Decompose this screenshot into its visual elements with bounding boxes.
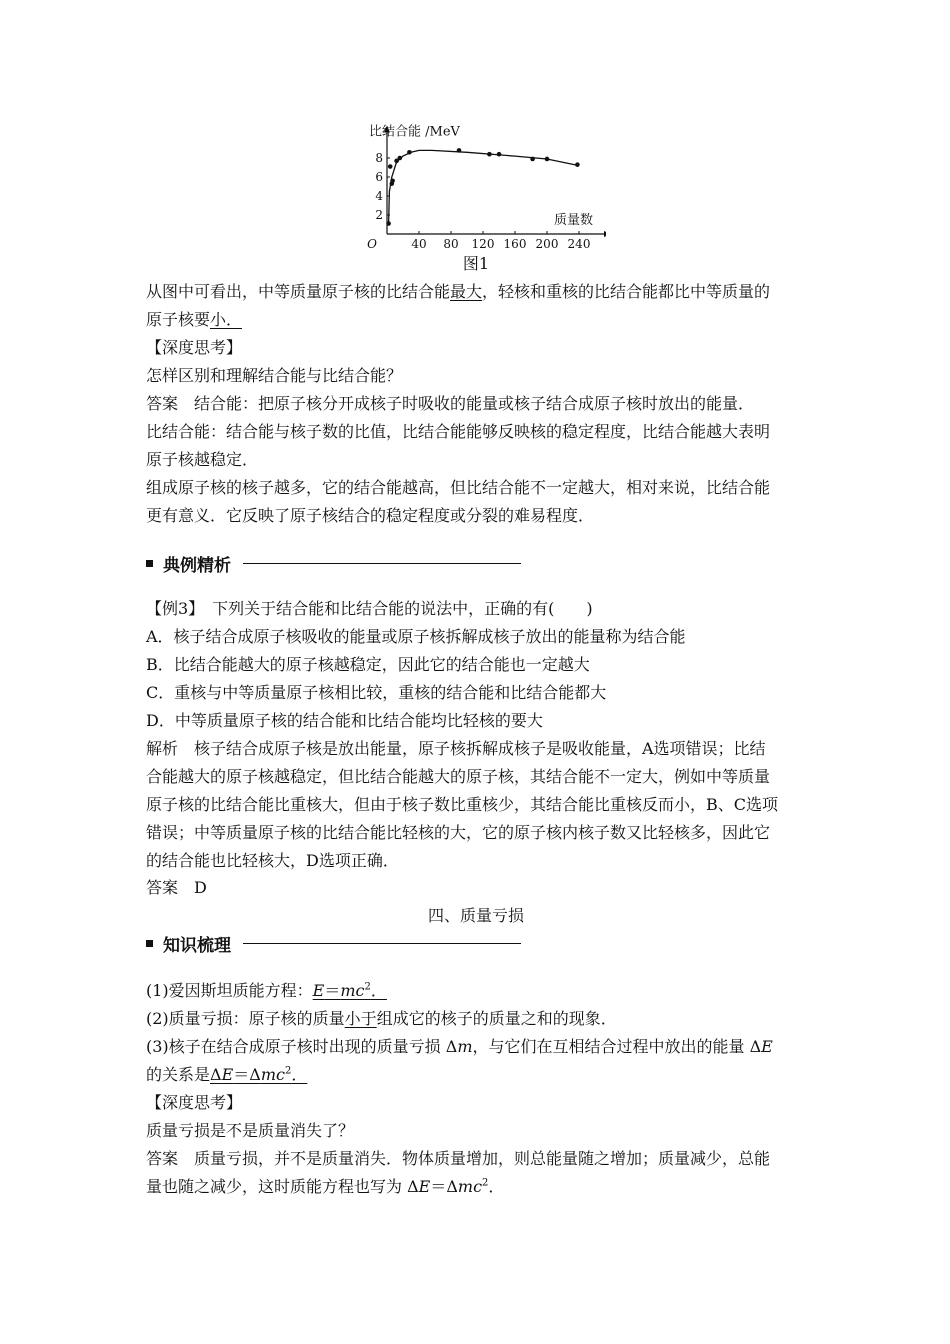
section-header-examples: 典例精析 [146,551,521,575]
data-point [388,164,393,169]
answer-2-line: 量也随之减少，这时质能方程也写为 ΔE＝Δmc$^2$． [146,1177,505,1196]
knowledge-2: (2)质量亏损：原子核的质量小于组成它的核子的质量之和的现象． [146,1009,617,1028]
answer-blank-less: 小于 [344,1009,377,1028]
part-title: 四、质量亏损 [427,906,524,925]
answer-blank-mass-energy: ΔE＝Δmc$^2$． [210,1065,308,1084]
answer-blank-small: 小． [210,310,243,329]
section-rule [243,563,521,564]
example-option-c: C．重核与中等质量原子核相比较，重核的结合能和比结合能都大 [146,683,607,702]
knowledge-3-cont: 的关系是ΔE＝Δmc$^2$． [146,1065,308,1084]
question-1: 怎样区别和理解结合能与比结合能？ [146,366,403,385]
x-axis-arrow-icon [604,231,606,237]
x-tick-label: 40 [411,237,427,250]
example-option-b: B．比结合能越大的原子核越稳定，因此它的结合能也一定越大 [146,655,590,674]
analysis-line: 错误；中等质量原子核的比结合能比轻核的大，它的原子核内核子数又比轻核多，因此它 [146,823,771,842]
y-tick-label: 6 [375,170,383,184]
data-point [398,156,403,161]
paragraph-1: 从图中可看出，中等质量原子核的比结合能最大，轻核和重核的比结合能都比中等质量的 [146,282,771,301]
example-option-a: A．核子结合成原子核吸收的能量或原子核拆解成核子放出的能量称为结合能 [146,627,686,646]
analysis-line: 合能越大的原子核越稳定，但比结合能越大的原子核，其结合能不一定大，例如中等质量 [146,767,771,786]
section-rule [243,943,521,944]
data-point [390,179,395,184]
x-axis-label: 质量数 [553,213,593,228]
example-answer: 答案 D [146,878,207,897]
binding-energy-chart [226,120,606,250]
data-point [545,157,550,162]
y-tick-label: 4 [375,189,383,203]
y-tick-label: 8 [375,151,383,165]
x-tick-label: 160 [503,237,527,250]
analysis-line: 解析 核子结合成原子核是放出能量，原子核拆解成核子是吸收能量，A选项错误；比结 [146,739,766,758]
answer-1-line: 更有意义．它反映了原子核结合的稳定程度或分裂的难易程度． [146,506,595,525]
data-point [530,157,535,162]
origin-label: O [367,237,377,250]
x-tick-label: 240 [567,237,591,250]
square-bullet-icon [146,560,153,567]
paragraph-1-cont: 原子核要小． [146,310,243,329]
section-header-knowledge: 知识梳理 [146,931,521,955]
x-tick-label: 200 [535,237,559,250]
answer-1-line: 组成原子核的核子越多，它的结合能越高，但比结合能不一定越大，相对来说，比结合能 [146,478,771,497]
y-tick-label: 2 [375,208,383,222]
question-2: 质量亏损是不是质量消失了？ [146,1121,355,1140]
y-axis-label: 比结合能 /MeV [369,124,460,140]
answer-2-line: 答案 质量亏损，并不是质量消失．物体质量增加，则总能量随之增加；质量减少，总能 [146,1149,771,1168]
deep-thinking-label: 【深度思考】 [146,1093,243,1112]
data-point [575,162,580,167]
data-point [487,152,492,157]
answer-1-line: 答案 结合能：把原子核分开成核子时吸收的能量或核子结合成原子核时放出的能量． [146,394,755,413]
knowledge-3: (3)核子在结合成原子核时出现的质量亏损 Δm，与它们在互相结合过程中放出的能量 ΔE [146,1037,773,1056]
analysis-line: 的结合能也比轻核大，D选项正确． [146,851,399,870]
x-tick-label: 80 [443,237,459,250]
analysis-line: 原子核的比结合能比重核大，但由于核子数比重核少，其结合能比重核反而小，B、C选项 [146,795,779,814]
square-bullet-icon [146,940,153,947]
answer-blank-max: 最大 [450,282,483,301]
data-point [457,148,462,153]
figure-caption: 图1 [462,254,490,273]
answer-1-line: 比结合能：结合能与核子数的比值，比结合能能够反映核的稳定程度，比结合能越大表明 [146,422,771,441]
data-point [497,152,502,157]
binding-energy-curve [389,150,579,223]
x-tick-label: 120 [471,237,495,250]
knowledge-1: (1)爱因斯坦质能方程：$E=mc^2$． [146,981,387,1000]
data-point [407,150,412,155]
deep-thinking-label: 【深度思考】 [146,338,243,357]
answer-1-line: 原子核越稳定． [146,450,259,469]
example-option-d: D．中等质量原子核的结合能和比结合能均比轻核的要大 [146,711,543,730]
answer-blank-formula: $E=mc^2$． [312,981,387,1000]
example-line: 【例3】 下列关于结合能和比结合能的说法中，正确的有( ) [146,599,593,618]
data-point [386,221,391,226]
